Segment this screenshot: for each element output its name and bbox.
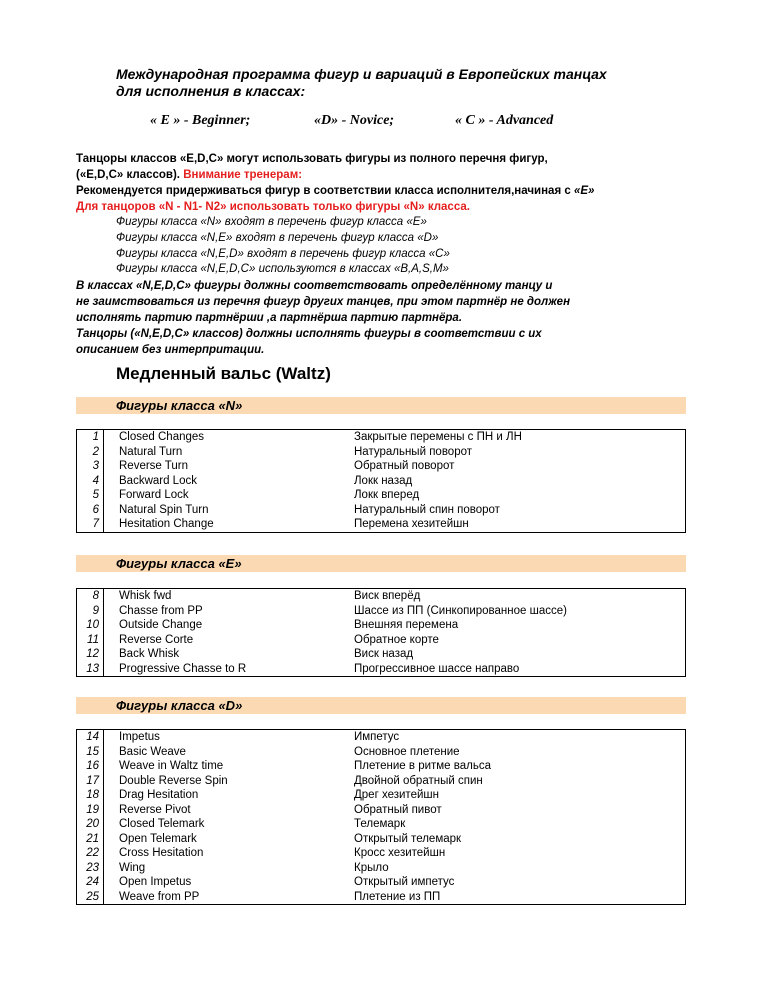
- figure-number: 16: [77, 759, 104, 774]
- table-row: [77, 817, 686, 832]
- figure-number: 20: [77, 817, 104, 832]
- figure-name-ru: Закрытые перемены с ПН и ЛН: [354, 431, 522, 443]
- title-line-2: для исполнения в классах:: [116, 83, 306, 99]
- table-row: [77, 633, 686, 648]
- intro-paragraph-1: [76, 151, 716, 183]
- figure-name-en: Reverse Pivot: [119, 803, 191, 816]
- figure-name-ru: Двойной обратный спин: [354, 774, 483, 787]
- figure-name-ru: Импетус: [354, 731, 400, 743]
- figure-number: 8: [77, 589, 104, 604]
- figure-name-en: Wing: [119, 861, 146, 874]
- coach-notice: Внимание тренерам:: [183, 169, 303, 181]
- figure-name-ru: Плетение в ритме вальса: [354, 760, 492, 772]
- intro-classes: («E,D,C» классов).: [76, 169, 180, 181]
- intro-line-2: [76, 167, 716, 183]
- figure-number: 24: [77, 875, 104, 890]
- table-row: [77, 890, 686, 905]
- figure-number: 11: [77, 633, 104, 648]
- figure-name-en: Open Telemark: [119, 832, 197, 845]
- dance-title: Медленный вальс (Waltz): [116, 364, 331, 383]
- sub-line-4: Фигуры класса «N,E,D,C» используются в классах «B,A,S,M»: [116, 263, 449, 275]
- figure-name-en: Closed Changes: [119, 431, 205, 443]
- figure-number: 21: [77, 832, 104, 847]
- table-row: [77, 459, 686, 474]
- figure-name-ru: Натуральный спин поворот: [354, 503, 500, 516]
- figure-name-en: Reverse Corte: [119, 633, 194, 646]
- figure-name-en: Cross Hesitation: [119, 847, 204, 859]
- title-line-1: Международная программа фигур и вариаций в Европейских танцах: [116, 66, 607, 82]
- intro-rules: [76, 278, 716, 358]
- figure-name-ru: Крыло: [354, 861, 389, 874]
- figure-name-en: Weave from PP: [119, 890, 200, 903]
- sub-line-2: Фигуры класса «N,E» входят в перечень фигур класса «D»: [116, 232, 439, 244]
- table-row: [77, 730, 686, 745]
- section-label-n: Фигуры класса «N»: [116, 398, 243, 413]
- rules-line-3: исполнять партию партнёрши ,а партнёрша партию партнёра.: [76, 312, 463, 324]
- figure-name-ru: Локк вперед: [354, 489, 420, 501]
- figure-name-ru: Открытый импетус: [354, 876, 455, 888]
- table-row: [77, 647, 686, 662]
- table-row: [77, 430, 686, 445]
- table-row: [77, 589, 686, 604]
- figures-table-e: [76, 588, 686, 677]
- figure-number: 18: [77, 788, 104, 803]
- level-d: «D» - Novice;: [314, 113, 395, 128]
- figure-name-en: Closed Telemark: [119, 818, 205, 830]
- table-row: [77, 861, 686, 876]
- figure-number: 22: [77, 846, 104, 861]
- rules-line-2: не заимствоваться из перечня фигур других танцев, при этом партнёр не должен: [76, 296, 571, 308]
- figure-name-en: Reverse Turn: [119, 460, 189, 472]
- figure-name-en: Backward Lock: [119, 474, 197, 487]
- figure-number: 12: [77, 647, 104, 662]
- figure-name-ru: Обратный поворот: [354, 460, 455, 472]
- figure-name-en: Drag Hesitation: [119, 789, 199, 801]
- figure-name-ru: Шассе из ПП (Синкопированное шассе): [354, 604, 567, 617]
- figure-name-ru: Внешняя перемена: [354, 619, 459, 631]
- figure-number: 23: [77, 861, 104, 876]
- table-row: [77, 662, 686, 677]
- figure-name-en: Progressive Chasse to R: [119, 662, 247, 675]
- figure-name-ru: Локк назад: [354, 474, 413, 487]
- sub-line-3: Фигуры класса «N,E,D» входят в перечень фигур класса «C»: [116, 248, 450, 260]
- figure-name-en: Outside Change: [119, 619, 203, 631]
- figure-name-ru: Виск назад: [354, 648, 414, 660]
- table-row: [77, 803, 686, 818]
- figure-name-en: Double Reverse Spin: [119, 774, 228, 787]
- section-label-d: Фигуры класса «D»: [116, 698, 243, 713]
- table-row: [77, 774, 686, 789]
- figure-name-en: Impetus: [119, 731, 160, 743]
- table-row: [77, 618, 686, 633]
- figure-number: 5: [77, 488, 104, 503]
- figures-table-n: [76, 429, 686, 533]
- figure-name-ru: Обратный пивот: [354, 803, 442, 816]
- figure-name-ru: Прогрессивное шассе направо: [354, 662, 520, 675]
- figure-name-ru: Дрег хезитейшн: [354, 789, 439, 801]
- figure-name-ru: Кросс хезитейшн: [354, 847, 446, 859]
- figure-number: 7: [77, 517, 104, 532]
- table-row: [77, 517, 686, 532]
- figure-name-en: Basic Weave: [119, 745, 186, 758]
- figure-name-ru: Перемена хезитейшн: [354, 518, 469, 530]
- figure-number: 9: [77, 604, 104, 619]
- figure-number: 15: [77, 745, 104, 760]
- figure-number: 14: [77, 730, 104, 745]
- figure-number: 13: [77, 662, 104, 677]
- figure-number: 3: [77, 459, 104, 474]
- level-e: « E » - Beginner;: [150, 113, 251, 128]
- figure-name-en: Back Whisk: [119, 648, 180, 660]
- figure-number: 6: [77, 503, 104, 518]
- figure-number: 2: [77, 445, 104, 460]
- figure-name-en: Weave in Waltz time: [119, 760, 224, 772]
- figure-number: 4: [77, 474, 104, 489]
- figure-number: 10: [77, 618, 104, 633]
- figure-name-ru: Плетение из ПП: [354, 890, 441, 903]
- figure-name-ru: Виск вперёд: [354, 590, 421, 602]
- level-c: « C » - Advanced: [455, 113, 554, 128]
- table-row: [77, 604, 686, 619]
- figure-name-ru: Обратное корте: [354, 633, 439, 646]
- rules-line-5: описанием без интерпритации.: [76, 344, 265, 356]
- document-title: [116, 66, 716, 100]
- table-row: [77, 832, 686, 847]
- intro-recommendation: [76, 183, 716, 199]
- table-row: [77, 745, 686, 760]
- figure-number: 19: [77, 803, 104, 818]
- rules-line-1: В классах «N,E,D,C» фигуры должны соответствовать определённому танцу и: [76, 280, 553, 292]
- figure-name-ru: Открытый телемарк: [354, 832, 462, 845]
- figure-number: 1: [77, 430, 104, 445]
- table-row: [77, 445, 686, 460]
- figure-name-en: Whisk fwd: [119, 590, 172, 602]
- figure-name-en: Hesitation Change: [119, 518, 214, 530]
- recommendation-text: Рекомендуется придерживаться фигур в соответствии класса исполнителя,начиная с: [76, 185, 574, 197]
- sub-line-1: Фигуры класса «N» входят в перечень фигур класса «E»: [116, 216, 427, 228]
- table-row: [77, 846, 686, 861]
- intro-n-dancers: Для танцоров «N - N1- N2» использовать только фигуры «N» класса.: [76, 201, 470, 213]
- table-row: [77, 474, 686, 489]
- figure-name-en: Forward Lock: [119, 489, 189, 501]
- rules-line-4: Танцоры («N,E,D,C» классов) должны исполнять фигуры в соответствии с их: [76, 328, 542, 340]
- figure-name-ru: Основное плетение: [354, 745, 460, 758]
- section-label-e: Фигуры класса «E»: [116, 556, 242, 571]
- figures-table-d: [76, 729, 686, 905]
- figure-number: 17: [77, 774, 104, 789]
- table-row: [77, 788, 686, 803]
- figure-number: 25: [77, 890, 104, 905]
- intro-line-1: Танцоры классов «E,D,C» могут использовать фигуры из полного перечня фигур,: [76, 153, 548, 165]
- figure-name-en: Open Impetus: [119, 876, 192, 888]
- figure-name-ru: Телемарк: [354, 818, 406, 830]
- figure-name-ru: Натуральный поворот: [354, 445, 472, 458]
- table-row: [77, 503, 686, 518]
- recommendation-class: «E»: [573, 185, 595, 197]
- figure-name-en: Natural Spin Turn: [119, 503, 209, 516]
- figure-name-en: Natural Turn: [119, 445, 183, 458]
- figure-name-en: Chasse from PP: [119, 604, 203, 617]
- table-row: [77, 759, 686, 774]
- table-row: [77, 488, 686, 503]
- table-row: [77, 875, 686, 890]
